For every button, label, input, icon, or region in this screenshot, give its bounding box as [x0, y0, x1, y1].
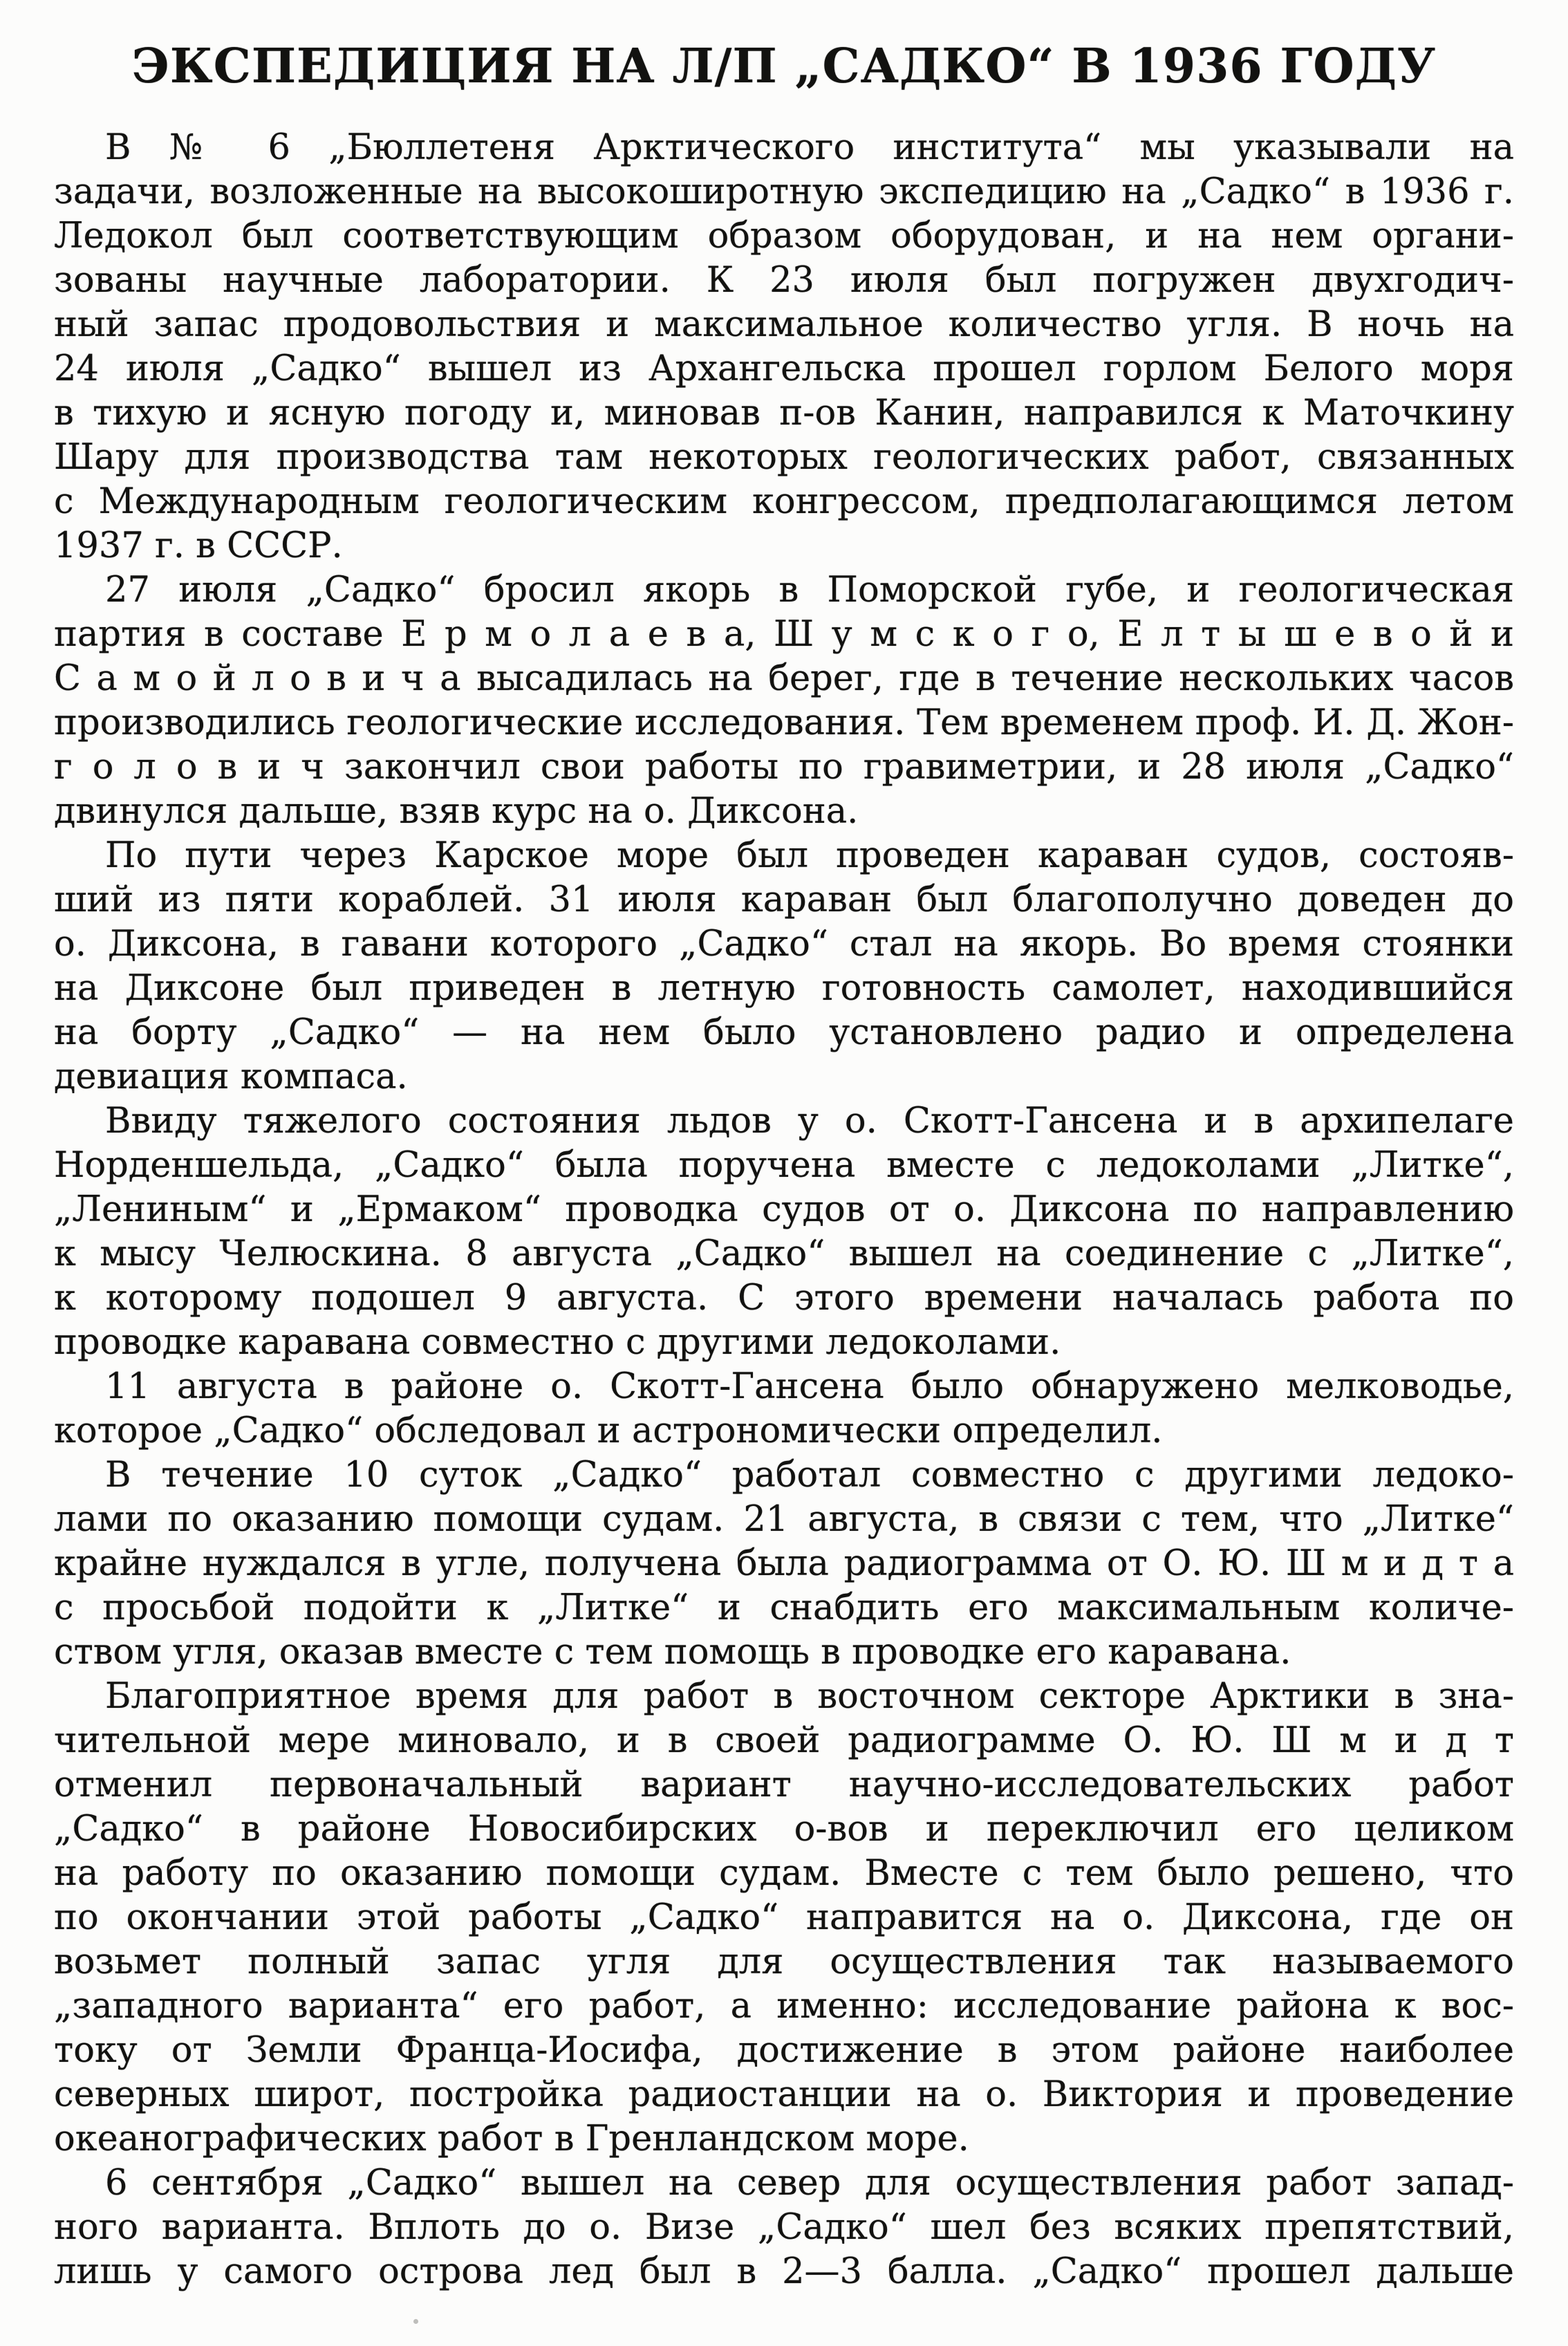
text-line: г о л о в и ч закончил свои работы по гравиметрии, и 28 июля „Садко“	[54, 747, 1514, 788]
text-line: к которому подошел 9 августа. С этого времени началась работа по	[54, 1278, 1514, 1319]
text-line: ный запас продовольствия и максимальное количество угля. В ночь на	[54, 304, 1514, 345]
text-line: лишь у самого острова лед был в 2—3 балла. „Садко“ прошел дальше	[54, 2251, 1514, 2292]
text-line: В № 6 „Бюллетеня Арктического института“ мы указывали на	[105, 127, 1514, 168]
text-line: которое „Садко“ обследовал и астрономически определил.	[54, 1411, 1163, 1451]
text-line: лами по оказанию помощи судам. 21 августа, в связи с тем, что „Литке“	[54, 1499, 1514, 1540]
text-line: о. Диксона, в гавани которого „Садко“ стал на якорь. Во время стоянки	[54, 924, 1514, 965]
text-line: Благоприятное время для работ в восточном секторе Арктики в зна-	[105, 1676, 1514, 1717]
scan-speck	[413, 2319, 418, 2324]
text-line: чительной мере миновало, и в своей радиограмме О. Ю. Ш м и д т	[54, 1720, 1514, 1761]
text-line: 11 августа в районе о. Скотт-Гансена было обнаружено мелководье,	[105, 1366, 1514, 1407]
text-line: ного варианта. Вплоть до о. Визе „Садко“ шел без всяких препятствий,	[54, 2207, 1514, 2248]
text-line: с просьбой подойти к „Литке“ и снабдить его максимальным количе-	[54, 1588, 1514, 1628]
text-line: В течение 10 суток „Садко“ работал совместно с другими ледоко-	[105, 1455, 1514, 1496]
text-line: Норденшельда, „Садко“ была поручена вместе с ледоколами „Литке“,	[54, 1145, 1514, 1186]
text-line: задачи, возложенные на высокоширотную экспедицию на „Садко“ в 1936 г.	[54, 171, 1514, 212]
text-line: „западного варианта“ его работ, а именно: исследование района к вос-	[54, 1986, 1514, 2027]
text-line: северных широт, постройка радиостанции на о. Виктория и проведение	[54, 2074, 1514, 2115]
text-line: крайне нуждался в угле, получена была радиограмма от О. Ю. Ш м и д т а	[54, 1543, 1514, 1584]
article-body	[54, 126, 1514, 2294]
text-line: „Лениным“ и „Ермаком“ проводка судов от о. Диксона по направлению	[54, 1189, 1514, 1230]
text-line: двинулся дальше, взяв курс на о. Диксона.	[54, 791, 859, 832]
text-line: Ввиду тяжелого состояния льдов у о. Скотт-Гансена и в архипелаге	[105, 1101, 1514, 1142]
text-line: на работу по оказанию помощи судам. Вместе с тем было решено, что	[54, 1853, 1514, 1894]
text-line: 24 июля „Садко“ вышел из Архангельска прошел горлом Белого моря	[54, 348, 1514, 389]
text-line: на Диксоне был приведен в летную готовность самолет, находившийся	[54, 968, 1514, 1009]
text-line: с Международным геологическим конгрессом, предполагающимся летом	[54, 481, 1514, 522]
text-line: партия в составе Е р м о л а е в а, Ш у м с к о г о, Е л т ы ш е в о й и	[54, 614, 1514, 655]
text-line: 6 сентября „Садко“ вышел на север для осуществления работ запад-	[105, 2163, 1514, 2204]
text-line: ший из пяти кораблей. 31 июля караван был благополучно доведен до	[54, 879, 1514, 920]
text-line: току от Земли Франца-Иосифа, достижение в этом районе наиболее	[54, 2030, 1514, 2071]
text-line: С а м о й л о в и ч а высадилась на берег, где в течение нескольких часов	[54, 658, 1514, 699]
text-line: возьмет полный запас угля для осуществления так называемого	[54, 1942, 1514, 1982]
text-line: производились геологические исследования. Тем временем проф. И. Д. Жон-	[54, 702, 1514, 743]
text-line: Шару для производства там некоторых геологических работ, связанных	[54, 437, 1514, 478]
text-line: океанографических работ в Гренландском море.	[54, 2119, 969, 2159]
text-line: к мысу Челюскина. 8 августа „Садко“ вышел на соединение с „Литке“,	[54, 1233, 1514, 1274]
text-line: проводке каравана совместно с другими ледоколами.	[54, 1322, 1061, 1363]
text-line: 1937 г. в СССР.	[54, 525, 343, 566]
text-line: зованы научные лаборатории. К 23 июля был погружен двухгодич-	[54, 260, 1514, 301]
text-line: отменил первоначальный вариант научно-исследовательских работ	[54, 1765, 1514, 1805]
page-title: ЭКСПЕДИЦИЯ НА Л/П „САДКО“ В 1936 ГОДУ	[131, 39, 1437, 94]
text-line: „Садко“ в районе Новосибирских о-вов и переключил его целиком	[54, 1809, 1514, 1850]
text-line: По пути через Карское море был проведен караван судов, состояв-	[105, 835, 1514, 876]
text-line: 27 июля „Садко“ бросил якорь в Поморской губе, и геологическая	[105, 570, 1514, 611]
text-line: девиация компаса.	[54, 1056, 408, 1097]
text-line: по окончании этой работы „Садко“ направится на о. Диксона, где он	[54, 1897, 1514, 1938]
text-line: Ледокол был соответствующим образом оборудован, и на нем органи-	[54, 216, 1514, 257]
text-line: на борту „Садко“ — на нем было установлено радио и определена	[54, 1012, 1514, 1053]
text-line: в тихую и ясную погоду и, миновав п-ов Канин, направился к Маточкину	[54, 393, 1514, 434]
text-line: ством угля, оказав вместе с тем помощь в проводке его каравана.	[54, 1632, 1291, 1673]
